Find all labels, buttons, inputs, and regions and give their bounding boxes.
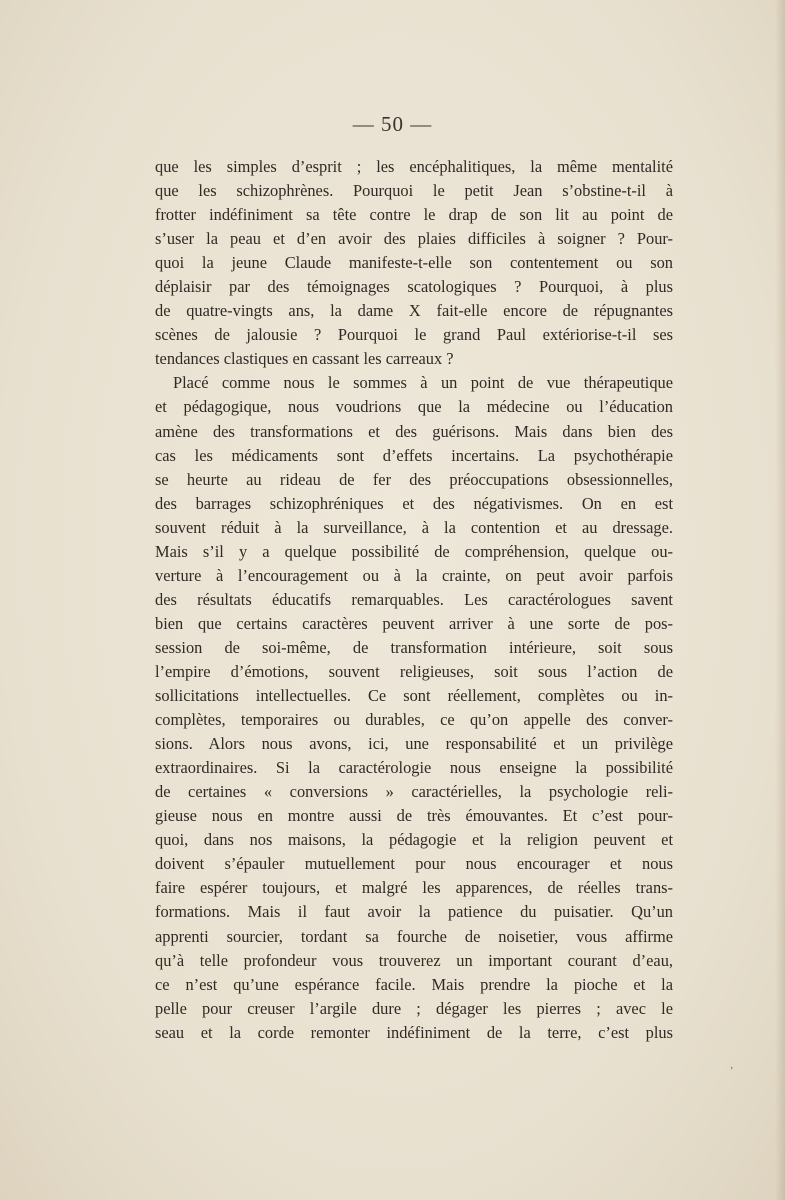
- text-line: des résultats éducatifs remarquables. Les caractérologues savent: [155, 589, 673, 609]
- text-line: formations. Mais il faut avoir la patience du puisatier. Qu’un: [155, 902, 673, 922]
- text-line: des barrages schizophréniques et des négativismes. On en est: [155, 493, 673, 513]
- stray-mark: ’: [730, 1066, 734, 1077]
- text-line: session de soi-même, de transformation intérieure, soit sous: [155, 637, 673, 657]
- text-line: apprenti sourcier, tordant sa fourche de noisetier, vous affirme: [155, 926, 673, 946]
- text-line: quoi la jeune Claude manifeste-t-elle son contentement ou son: [155, 253, 673, 273]
- text-line: frotter indéfiniment sa tête contre le drap de son lit au point de: [155, 205, 673, 225]
- text-line: de quatre-vingts ans, la dame X fait-elle encore de répugnantes: [155, 301, 673, 321]
- text-line: tendances clastiques en cassant les carreaux ?: [155, 349, 454, 369]
- text-line: cas les médicaments sont d’effets incertains. La psychothérapie: [155, 445, 673, 465]
- text-line: doivent s’épauler mutuellement pour nous encourager et nous: [155, 854, 673, 874]
- text-line: l’empire d’émotions, souvent religieuses, soit sous l’action de: [155, 661, 673, 681]
- text-line: sollicitations intellectuelles. Ce sont réellement, complètes ou in-: [155, 686, 673, 706]
- text-line: se heurte au rideau de fer des préoccupations obsessionnelles,: [155, 469, 673, 489]
- text-line: amène des transformations et des guérisons. Mais dans bien des: [155, 421, 673, 441]
- page-number: — 50 —: [352, 112, 433, 136]
- text-line: s’user la peau et d’en avoir des plaies difficiles à soigner ? Pour-: [155, 229, 673, 249]
- text-line: déplaisir par des témoignages scatologiques ? Pourquoi, à plus: [155, 277, 673, 297]
- text-line: de certaines « conversions » caractérielles, la psychologie reli-: [155, 782, 673, 802]
- text-line: quoi, dans nos maisons, la pédagogie et la religion peuvent et: [155, 830, 673, 850]
- text-line: sions. Alors nous avons, ici, une responsabilité et un privilège: [155, 734, 673, 754]
- text-line: verture à l’encouragement ou à la crainte, on peut avoir parfois: [155, 565, 673, 585]
- text-line: que les schizophrènes. Pourquoi le petit Jean s’obstine-t-il à: [155, 181, 673, 201]
- text-line: et pédagogique, nous voudrions que la médecine ou l’éducation: [155, 397, 673, 417]
- text-line: souvent réduit à la surveillance, à la contention et au dressage.: [155, 517, 673, 537]
- text-line: Placé comme nous le sommes à un point de vue thérapeutique: [173, 373, 673, 393]
- text-line: scènes de jalousie ? Pourquoi le grand Paul extériorise-t-il ses: [155, 325, 673, 345]
- text-line: extraordinaires. Si la caractérologie nous enseigne la possibilité: [155, 758, 673, 778]
- text-line: bien que certains caractères peuvent arriver à une sorte de pos-: [155, 613, 673, 633]
- text-line: faire espérer toujours, et malgré les apparences, de réelles trans-: [155, 878, 673, 898]
- text-line: qu’à telle profondeur vous trouverez un important courant d’eau,: [155, 950, 673, 970]
- text-line: que les simples d’esprit ; les encéphalitiques, la même mentalité: [155, 157, 673, 176]
- text-line: ce n’est qu’une espérance facile. Mais prendre la pioche et la: [155, 974, 673, 994]
- text-line: complètes, temporaires ou durables, ce qu’on appelle des conver-: [155, 710, 673, 730]
- text-line: pelle pour creuser l’argile dure ; dégager les pierres ; avec le: [155, 998, 673, 1018]
- text-line: gieuse nous en montre aussi de très émouvantes. Et c’est pour-: [155, 806, 673, 826]
- body-text: [155, 155, 673, 1045]
- text-line: Mais s’il y a quelque possibilité de compréhension, quelque ou-: [155, 541, 673, 561]
- text-line: seau et la corde remonter indéfiniment de la terre, c’est plus: [155, 1022, 673, 1042]
